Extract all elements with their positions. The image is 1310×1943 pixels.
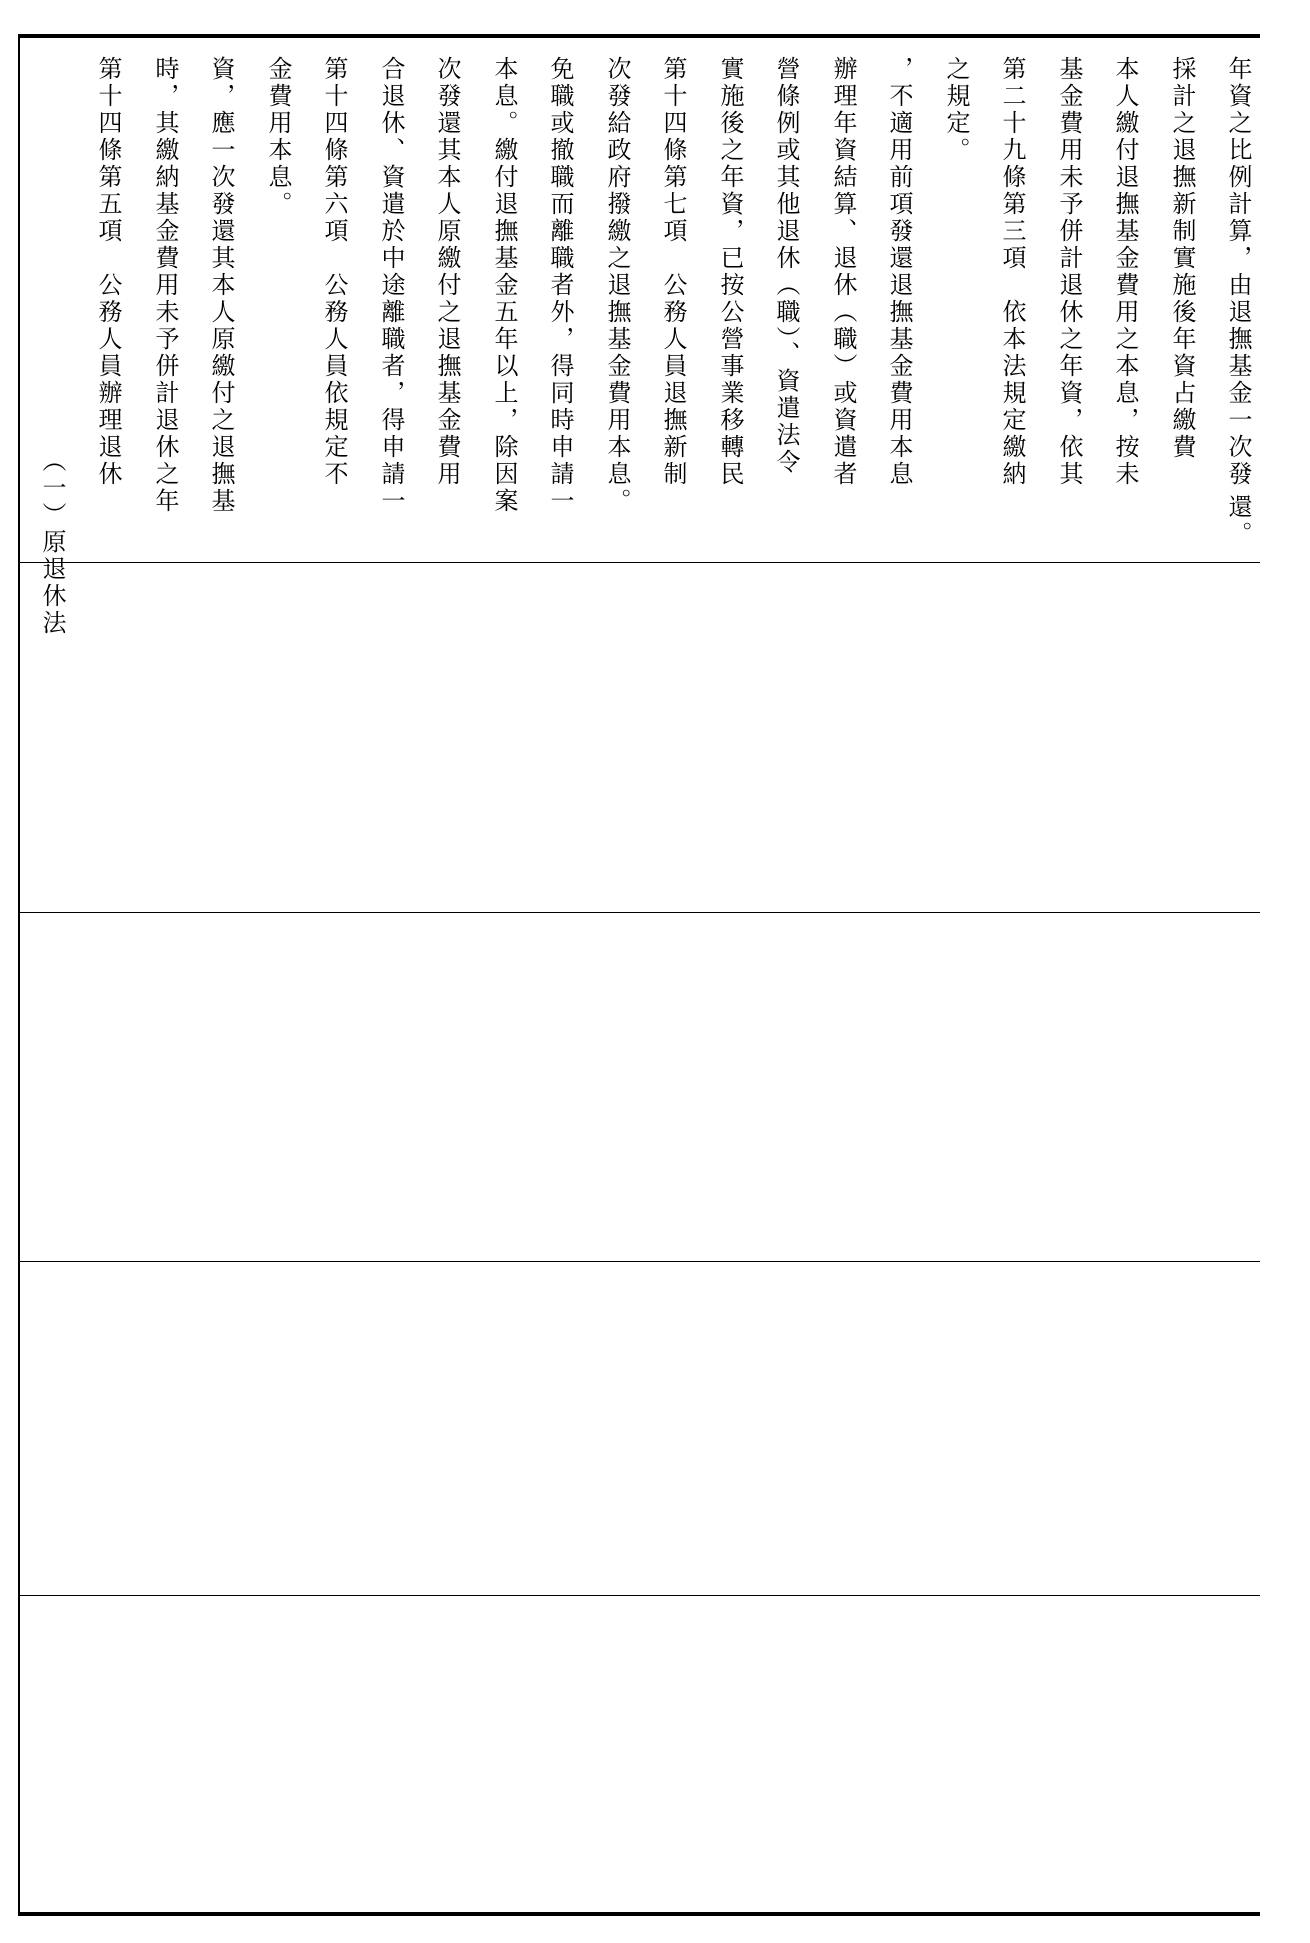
text-column: 實施後之年資，已按公營事業移轉民	[716, 56, 744, 488]
text-column: 第二十九條第三項 依本法規定繳納	[998, 56, 1026, 488]
text-column: 之規定。	[942, 56, 970, 164]
text-column: 年資之比例計算，由退撫基金一次發	[1224, 56, 1252, 488]
text-column: 第十四條第五項 公務人員辦理退休	[94, 56, 122, 488]
text-column: 合退休、資遣於中途離職者，得申請一	[377, 56, 405, 515]
text-column: 第十四條第六項 公務人員依規定不	[320, 56, 348, 488]
table-left-border	[18, 34, 20, 1916]
text-column: 免職或撤職而離職者外，得同時申請一	[546, 56, 574, 515]
row-divider-3	[18, 1261, 1260, 1262]
text-column: 採計之退撫新制實施後年資占繳費	[1168, 56, 1196, 461]
text-column: 本人繳付退撫基金費用之本息，按未	[1111, 56, 1139, 488]
text-column: ，不適用前項發還退撫基金費用本息	[885, 56, 913, 488]
text-column: 第十四條第七項 公務人員退撫新制	[659, 56, 687, 488]
text-column: 時，其繳納基金費用未予併計退休之年	[151, 56, 179, 515]
text-column: 次發給政府撥繳之退撫基金費用本息。	[603, 56, 631, 515]
row-divider-2	[18, 912, 1260, 913]
row-divider-4	[18, 1595, 1260, 1596]
table-top-border	[18, 34, 1260, 38]
text-column: 資，應一次發還其本人原繳付之退撫基	[207, 56, 235, 515]
text-column: 營條例或其他退休（職）、資遣法令	[772, 56, 800, 476]
table-bottom-border	[18, 1912, 1260, 1916]
text-column: （一）原退休法	[38, 448, 66, 637]
text-column: 基金費用未予併計退休之年資，依其	[1055, 56, 1083, 488]
text-column: 本息。繳付退撫基金五年以上，除因案	[490, 56, 518, 515]
text-column: 次發還其本人原繳付之退撫基金費用	[433, 56, 461, 488]
text-column: 還。	[1224, 494, 1252, 548]
row-divider-1	[18, 562, 1260, 563]
text-column: 辦理年資結算、退休（職）或資遣者	[829, 56, 857, 488]
text-column: 金費用本息。	[264, 56, 292, 218]
